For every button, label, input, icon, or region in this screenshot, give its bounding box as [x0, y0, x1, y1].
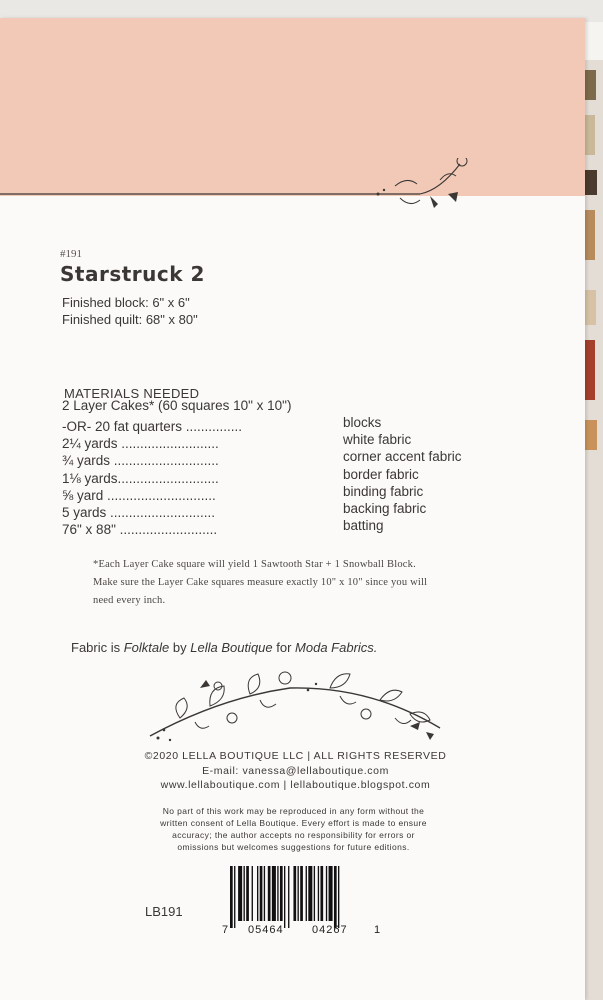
finished-quilt: Finished quilt: 68" x 80": [62, 312, 198, 327]
barcode-bar: [284, 866, 285, 928]
material-use: white fabric: [343, 432, 412, 448]
barcode-bar: [320, 866, 323, 921]
legal-line: accuracy; the author accepts no responsibility for errors or: [172, 830, 415, 840]
product-sku: LB191: [145, 904, 183, 919]
materials-heading: MATERIALS NEEDED: [64, 386, 200, 401]
barcode-bar: [252, 866, 253, 921]
pattern-title: Starstruck 2: [60, 262, 205, 286]
footnote-line: *Each Layer Cake square will yield 1 Sawtooth Star + 1 Snowball Block.: [93, 559, 416, 570]
barcode-bar: [306, 866, 307, 921]
barcode-bar: [244, 866, 245, 921]
barcode-bar: [238, 866, 242, 921]
legal-line: omissions but welcomes suggestions for future editions.: [177, 842, 410, 852]
material-quantity: 5 yards ............................: [62, 505, 216, 520]
barcode-bar: [329, 866, 333, 921]
barcode-bar: [246, 866, 249, 921]
barcode-bar: [326, 866, 327, 921]
designer-name: Lella Boutique: [190, 640, 273, 655]
barcode-digits-left: 05464: [248, 924, 284, 936]
barcode-bar: [260, 866, 263, 921]
barcode-bar: [293, 866, 296, 921]
barcode-bar: [280, 866, 283, 921]
materials-intro: 2 Layer Cakes* (60 squares 10" x 10"): [62, 398, 292, 413]
barcode-bar: [288, 866, 289, 928]
barcode-bar: [300, 866, 303, 921]
barcode-bar: [230, 866, 233, 928]
barcode-bar: [308, 866, 312, 921]
footnote-line: need every inch.: [93, 595, 166, 606]
barcode-digit-first: 7: [222, 924, 230, 936]
barcode-bar: [277, 866, 278, 921]
barcode-bar: [314, 866, 315, 921]
pattern-number: #191: [60, 248, 82, 260]
barcode-digit-last: 1: [374, 924, 382, 936]
barcode-bars: [222, 866, 382, 928]
barcode-bar: [318, 866, 319, 921]
website-links: www.lellaboutique.com | lellaboutique.blogspot.com: [160, 779, 431, 791]
barcode-bar: [298, 866, 299, 921]
finished-block: Finished block: 6" x 6": [62, 295, 190, 310]
material-quantity: -OR- 20 fat quarters ...............: [62, 419, 243, 434]
barcode-bar: [334, 866, 337, 928]
material-use: batting: [343, 518, 384, 534]
legal-line: No part of this work may be reproduced in any form without the: [162, 806, 425, 816]
fabric-credit: Fabric is Folktale by Lella Boutique for Moda Fabrics.: [71, 640, 378, 655]
manufacturer-name: Moda Fabrics.: [295, 640, 378, 655]
collection-name: Folktale: [123, 640, 170, 655]
material-use: blocks: [343, 415, 382, 430]
floral-vine-icon: [140, 658, 450, 748]
material-use: binding fabric: [343, 483, 424, 499]
material-quantity: 76" x 88" ..........................: [62, 522, 218, 538]
upc-barcode: [222, 866, 382, 946]
footnote-line: Make sure the Layer Cake squares measure exactly 10" x 10" since you will: [93, 577, 428, 588]
barcode-bar: [272, 866, 276, 921]
barcode-bar: [268, 866, 271, 921]
barcode-digits-right: 04267: [312, 924, 348, 936]
material-use: backing fabric: [343, 501, 427, 516]
barcode-bar: [264, 866, 265, 921]
material-use: border fabric: [343, 466, 419, 482]
barcode-bar: [257, 866, 258, 921]
material-quantity: ¾ yards ............................: [62, 453, 219, 469]
contact-email: E-mail: vanessa@lellaboutique.com: [202, 765, 389, 777]
barcode-bar: [338, 866, 339, 928]
material-quantity: ⅝ yard .............................: [62, 487, 216, 503]
material-use: corner accent fabric: [343, 449, 462, 465]
barcode-bar: [234, 866, 235, 928]
material-quantity: 1⅛ yards...........................: [62, 470, 219, 486]
band-edge-flower-icon: [0, 158, 585, 218]
material-quantity: 2¼ yards ..........................: [62, 436, 219, 452]
copyright: ©2020 LELLA BOUTIQUE LLC | ALL RIGHTS RESERVED: [144, 750, 447, 762]
legal-line: written consent of Lella Boutique. Every effort is made to ensure: [160, 818, 427, 828]
pattern-back-cover: [0, 18, 585, 1000]
